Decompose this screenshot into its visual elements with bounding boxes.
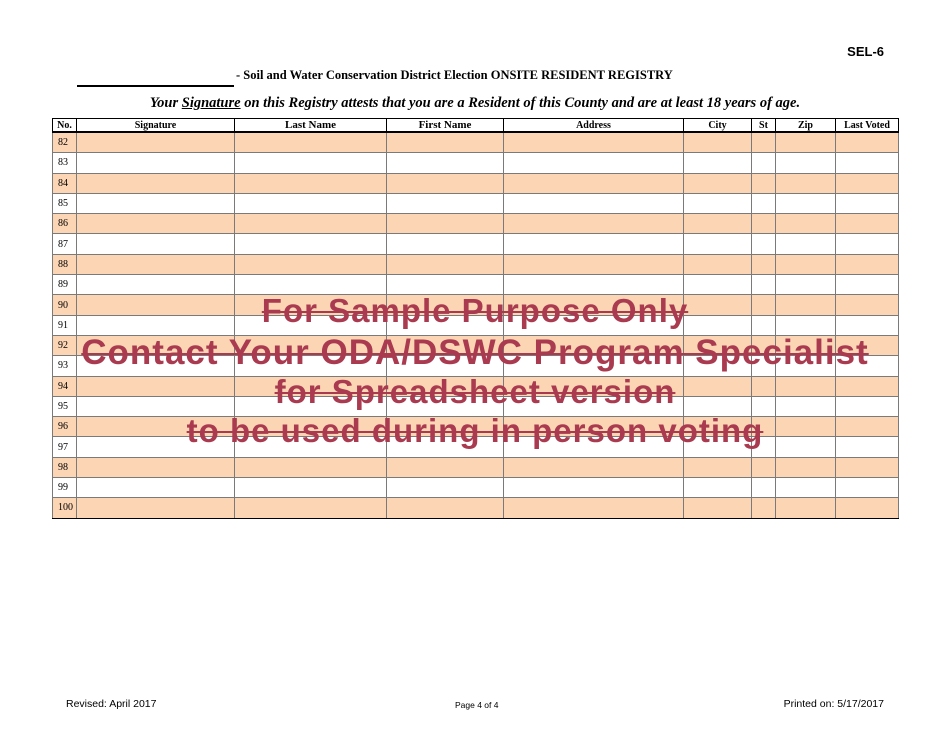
first-name-cell[interactable] <box>387 498 504 518</box>
last-voted-cell[interactable] <box>836 173 899 193</box>
st-cell[interactable] <box>752 498 776 518</box>
col-header-st: St <box>752 119 776 133</box>
signature-cell[interactable] <box>77 173 235 193</box>
last-voted-cell[interactable] <box>836 234 899 254</box>
zip-cell[interactable] <box>776 132 836 153</box>
address-cell[interactable] <box>504 132 684 153</box>
table-row <box>53 214 899 234</box>
col-header-signature: Signature <box>77 119 235 133</box>
table-row <box>53 193 899 213</box>
table-row <box>53 478 899 498</box>
first-name-cell[interactable] <box>387 214 504 234</box>
footer-revised: Revised: April 2017 <box>66 698 157 710</box>
st-cell[interactable] <box>752 457 776 477</box>
attest-signature-emphasis: Signature <box>181 95 241 111</box>
table-row <box>53 234 899 254</box>
row-number: 92 <box>53 335 77 355</box>
watermark-line-4: to be used during in person voting <box>186 412 764 449</box>
zip-cell[interactable] <box>776 254 836 274</box>
st-cell[interactable] <box>752 478 776 498</box>
table-row <box>53 173 899 193</box>
last-name-cell[interactable] <box>235 478 387 498</box>
st-cell[interactable] <box>752 214 776 234</box>
last-name-cell[interactable] <box>235 457 387 477</box>
row-number: 93 <box>53 356 77 376</box>
address-cell[interactable] <box>504 193 684 213</box>
watermark-line-2: Contact Your ODA/DSWC Program Specialist <box>81 333 869 372</box>
row-number: 97 <box>53 437 77 457</box>
col-header-first-name: First Name <box>387 119 504 133</box>
col-header-address: Address <box>504 119 684 133</box>
zip-cell[interactable] <box>776 457 836 477</box>
signature-cell[interactable] <box>77 478 235 498</box>
city-cell[interactable] <box>684 234 752 254</box>
last-name-cell[interactable] <box>235 214 387 234</box>
last-voted-cell[interactable] <box>836 254 899 274</box>
signature-cell[interactable] <box>77 498 235 518</box>
row-number: 100 <box>53 498 77 518</box>
last-name-cell[interactable] <box>235 254 387 274</box>
zip-cell[interactable] <box>776 478 836 498</box>
last-voted-cell[interactable] <box>836 153 899 173</box>
first-name-cell[interactable] <box>387 478 504 498</box>
city-cell[interactable] <box>684 153 752 173</box>
col-header-last-name: Last Name <box>235 119 387 133</box>
table-row <box>53 457 899 477</box>
zip-cell[interactable] <box>776 498 836 518</box>
address-cell[interactable] <box>504 173 684 193</box>
city-cell[interactable] <box>684 173 752 193</box>
signature-cell[interactable] <box>77 254 235 274</box>
watermark-line-1: For Sample Purpose Only <box>261 292 689 329</box>
first-name-cell[interactable] <box>387 153 504 173</box>
st-cell[interactable] <box>752 234 776 254</box>
address-cell[interactable] <box>504 498 684 518</box>
city-cell[interactable] <box>684 498 752 518</box>
last-voted-cell[interactable] <box>836 498 899 518</box>
st-cell[interactable] <box>752 173 776 193</box>
address-cell[interactable] <box>504 457 684 477</box>
signature-cell[interactable] <box>77 234 235 254</box>
row-number: 96 <box>53 417 77 437</box>
zip-cell[interactable] <box>776 214 836 234</box>
city-cell[interactable] <box>684 214 752 234</box>
signature-cell[interactable] <box>77 193 235 213</box>
first-name-cell[interactable] <box>387 173 504 193</box>
zip-cell[interactable] <box>776 234 836 254</box>
last-name-cell[interactable] <box>235 153 387 173</box>
zip-cell[interactable] <box>776 173 836 193</box>
first-name-cell[interactable] <box>387 254 504 274</box>
address-cell[interactable] <box>504 234 684 254</box>
address-cell[interactable] <box>504 153 684 173</box>
row-number: 88 <box>53 254 77 274</box>
last-voted-cell[interactable] <box>836 132 899 153</box>
first-name-cell[interactable] <box>387 132 504 153</box>
row-number: 91 <box>53 315 77 335</box>
row-number: 82 <box>53 132 77 153</box>
row-number: 87 <box>53 234 77 254</box>
signature-cell[interactable] <box>77 457 235 477</box>
last-voted-cell[interactable] <box>836 214 899 234</box>
form-id: SEL-6 <box>847 44 884 59</box>
col-header-zip: Zip <box>776 119 836 133</box>
last-name-cell[interactable] <box>235 193 387 213</box>
table-row <box>53 254 899 274</box>
first-name-cell[interactable] <box>387 234 504 254</box>
watermark-line-3: for Spreadsheet version <box>274 373 676 410</box>
first-name-cell[interactable] <box>387 457 504 477</box>
table-row <box>53 498 899 518</box>
city-cell[interactable] <box>684 478 752 498</box>
last-voted-cell[interactable] <box>836 193 899 213</box>
col-header-no: No. <box>53 119 77 133</box>
row-number: 83 <box>53 153 77 173</box>
last-voted-cell[interactable] <box>836 457 899 477</box>
address-cell[interactable] <box>504 478 684 498</box>
city-cell[interactable] <box>684 254 752 274</box>
footer-printed-date: Printed on: 5/17/2017 <box>783 698 884 710</box>
col-header-last-voted: Last Voted <box>836 119 899 133</box>
row-number: 94 <box>53 376 77 396</box>
registry-title: - Soil and Water Conservation District Election ONSITE RESIDENT REGISTRY <box>236 68 673 82</box>
signature-cell[interactable] <box>77 132 235 153</box>
last-name-cell[interactable] <box>235 132 387 153</box>
st-cell[interactable] <box>752 193 776 213</box>
table-row <box>53 132 899 153</box>
st-cell[interactable] <box>752 132 776 153</box>
zip-cell[interactable] <box>776 153 836 173</box>
last-name-cell[interactable] <box>235 498 387 518</box>
address-cell[interactable] <box>504 254 684 274</box>
zip-cell[interactable] <box>776 193 836 213</box>
footer-page-number: Page 4 of 4 <box>455 700 499 710</box>
col-header-city: City <box>684 119 752 133</box>
attest-after: on this Registry attests that you are a Resident of this County and are at least 18 years of age. <box>240 95 801 111</box>
table-header-row <box>53 119 899 133</box>
row-number: 89 <box>53 275 77 295</box>
row-number: 95 <box>53 396 77 416</box>
signature-cell[interactable] <box>77 214 235 234</box>
last-voted-cell[interactable] <box>836 478 899 498</box>
table-row <box>53 153 899 173</box>
city-cell[interactable] <box>684 132 752 153</box>
row-number: 86 <box>53 214 77 234</box>
address-cell[interactable] <box>504 214 684 234</box>
attestation-statement <box>0 95 950 112</box>
city-cell[interactable] <box>684 193 752 213</box>
st-cell[interactable] <box>752 153 776 173</box>
row-number: 98 <box>53 457 77 477</box>
row-number: 90 <box>53 295 77 315</box>
last-name-cell[interactable] <box>235 173 387 193</box>
row-number: 99 <box>53 478 77 498</box>
city-cell[interactable] <box>684 457 752 477</box>
first-name-cell[interactable] <box>387 193 504 213</box>
row-number: 84 <box>53 173 77 193</box>
st-cell[interactable] <box>752 254 776 274</box>
row-number: 85 <box>53 193 77 213</box>
attest-before: Your <box>149 95 182 111</box>
county-blank-line <box>77 85 234 87</box>
last-name-cell[interactable] <box>235 234 387 254</box>
signature-cell[interactable] <box>77 153 235 173</box>
